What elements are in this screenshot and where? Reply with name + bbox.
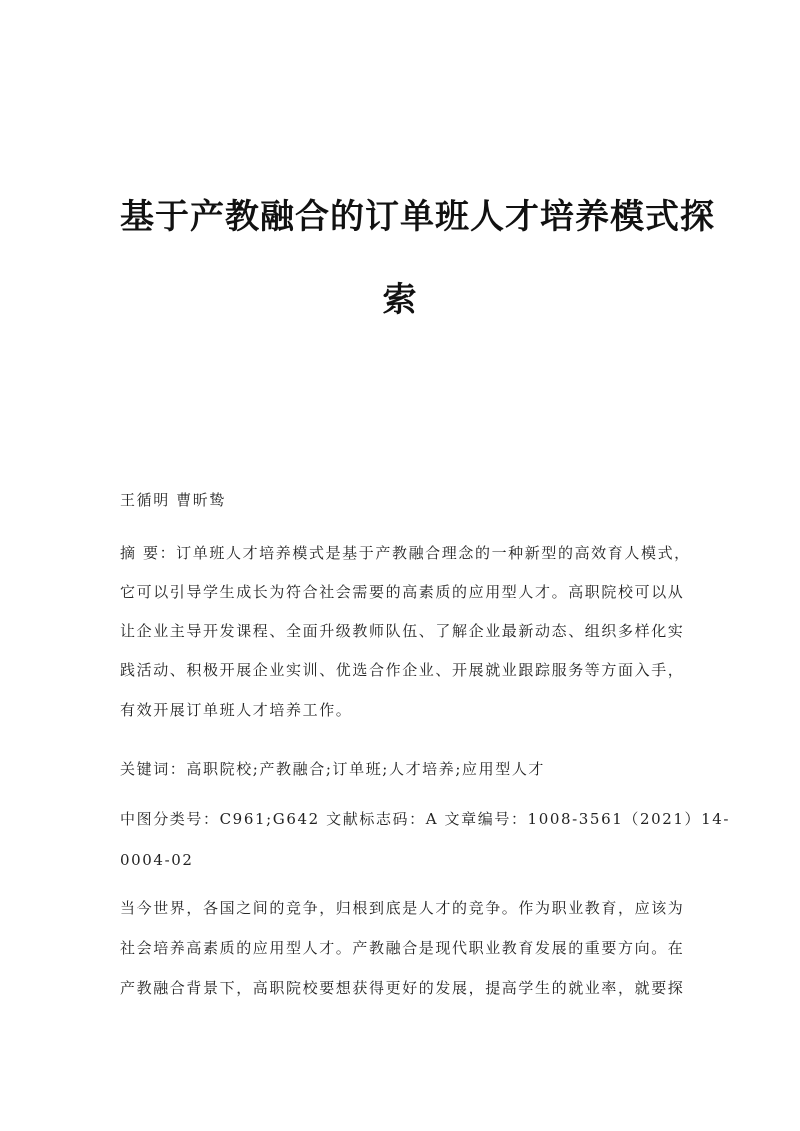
abstract-line-5: 有效开展订单班人才培养工作。 [120,701,353,719]
abstract-line-2: 它可以引导学生成长为符合社会需要的高素质的应用型人才。高职院校可以从 [120,583,685,601]
body-line-1: 当今世界，各国之间的竞争，归根到底是人才的竞争。作为职业教育，应该为 [120,899,685,917]
classification-line-2: 0004-02 [120,851,194,869]
body-line-3: 产教融合背景下，高职院校要想获得更好的发展，提高学生的就业率，就要探 [120,979,685,997]
title-line-2: 索 [382,280,418,320]
abstract-line-3: 让企业主导开发课程、全面升级教师队伍、了解企业最新动态、组织多样化实 [120,622,685,640]
keywords: 关键词：高职院校;产教融合;订单班;人才培养;应用型人才 [120,760,546,778]
authors: 王循明 曹昕鸷 [120,491,226,509]
title-line-1: 基于产教融合的订单班人才培养模式探 [120,197,715,237]
classification-line-1: 中图分类号：C961;G642 文献标志码：A 文章编号：1008-3561（2021）14- [120,810,731,828]
body-line-2: 社会培养高素质的应用型人才。产教融合是现代职业教育发展的重要方向。在 [120,939,685,957]
abstract-line-1: 摘 要：订单班人才培养模式是基于产教融合理念的一种新型的高效育人模式， [120,544,691,562]
abstract-line-4: 践活动、积极开展企业实训、优选合作企业、开展就业跟踪服务等方面入手， [120,661,685,679]
